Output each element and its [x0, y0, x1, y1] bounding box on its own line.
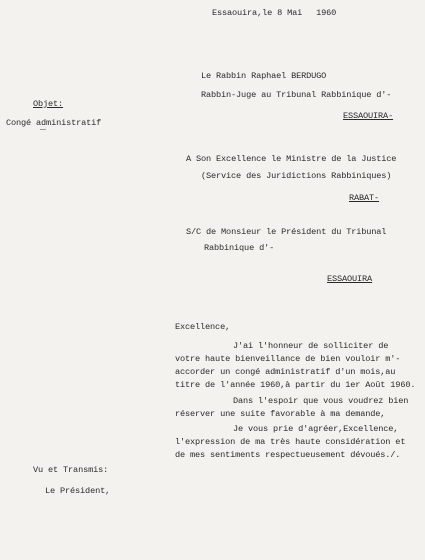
ink-mark: [40, 129, 46, 130]
salutation: Excellence,: [175, 322, 231, 332]
footer-line-1: Vu et Transmis:: [33, 465, 109, 475]
sender-name: Le Rabbin Raphael BERDUGO: [201, 71, 327, 81]
body-line-2: votre haute bienveillance de bien vouloir m'-: [175, 354, 401, 364]
body-line-5: Dans l'espoir que vous voudrez bien: [233, 396, 409, 406]
body-line-4: titre de l'année 1960,à partir du 1er Août 1960.: [175, 380, 416, 390]
place-date-text: Essaouira,le 8 Mai: [212, 8, 303, 18]
recipient-line-1: A Son Excellence le Ministre de la Justice: [186, 154, 397, 164]
year-text: 1960: [316, 8, 337, 18]
body-line-9: de mes sentiments respectueusement dévoués./.: [175, 450, 401, 460]
body-line-3: accorder un congé administratif d'un mois,au: [175, 367, 396, 377]
sender-title: Rabbin-Juge au Tribunal Rabbinique d'-: [201, 90, 392, 100]
recipient-city: RABAT-: [349, 193, 380, 203]
via-line-1: S/C de Monsieur le Président du Tribunal: [186, 227, 387, 237]
subject-value: Congé administratif: [6, 118, 102, 128]
body-line-6: réserver une suite favorable à ma demande,: [175, 409, 386, 419]
body-line-1: J'ai l'honneur de solliciter de: [233, 341, 389, 351]
sender-city: ESSAOUIRA-: [343, 111, 394, 121]
footer-line-2: Le Président,: [45, 486, 111, 496]
body-line-8: l'expression de ma très haute considération et: [175, 437, 406, 447]
via-city: ESSAOUIRA: [327, 274, 373, 284]
subject-label: Objet:: [33, 99, 64, 109]
via-line-2: Rabbinique d'-: [204, 243, 275, 253]
place-date: [212, 8, 336, 18]
recipient-line-2: (Service des Juridictions Rabbiniques): [201, 171, 392, 181]
body-line-7: Je vous prie d'agréer,Excellence,: [233, 424, 399, 434]
